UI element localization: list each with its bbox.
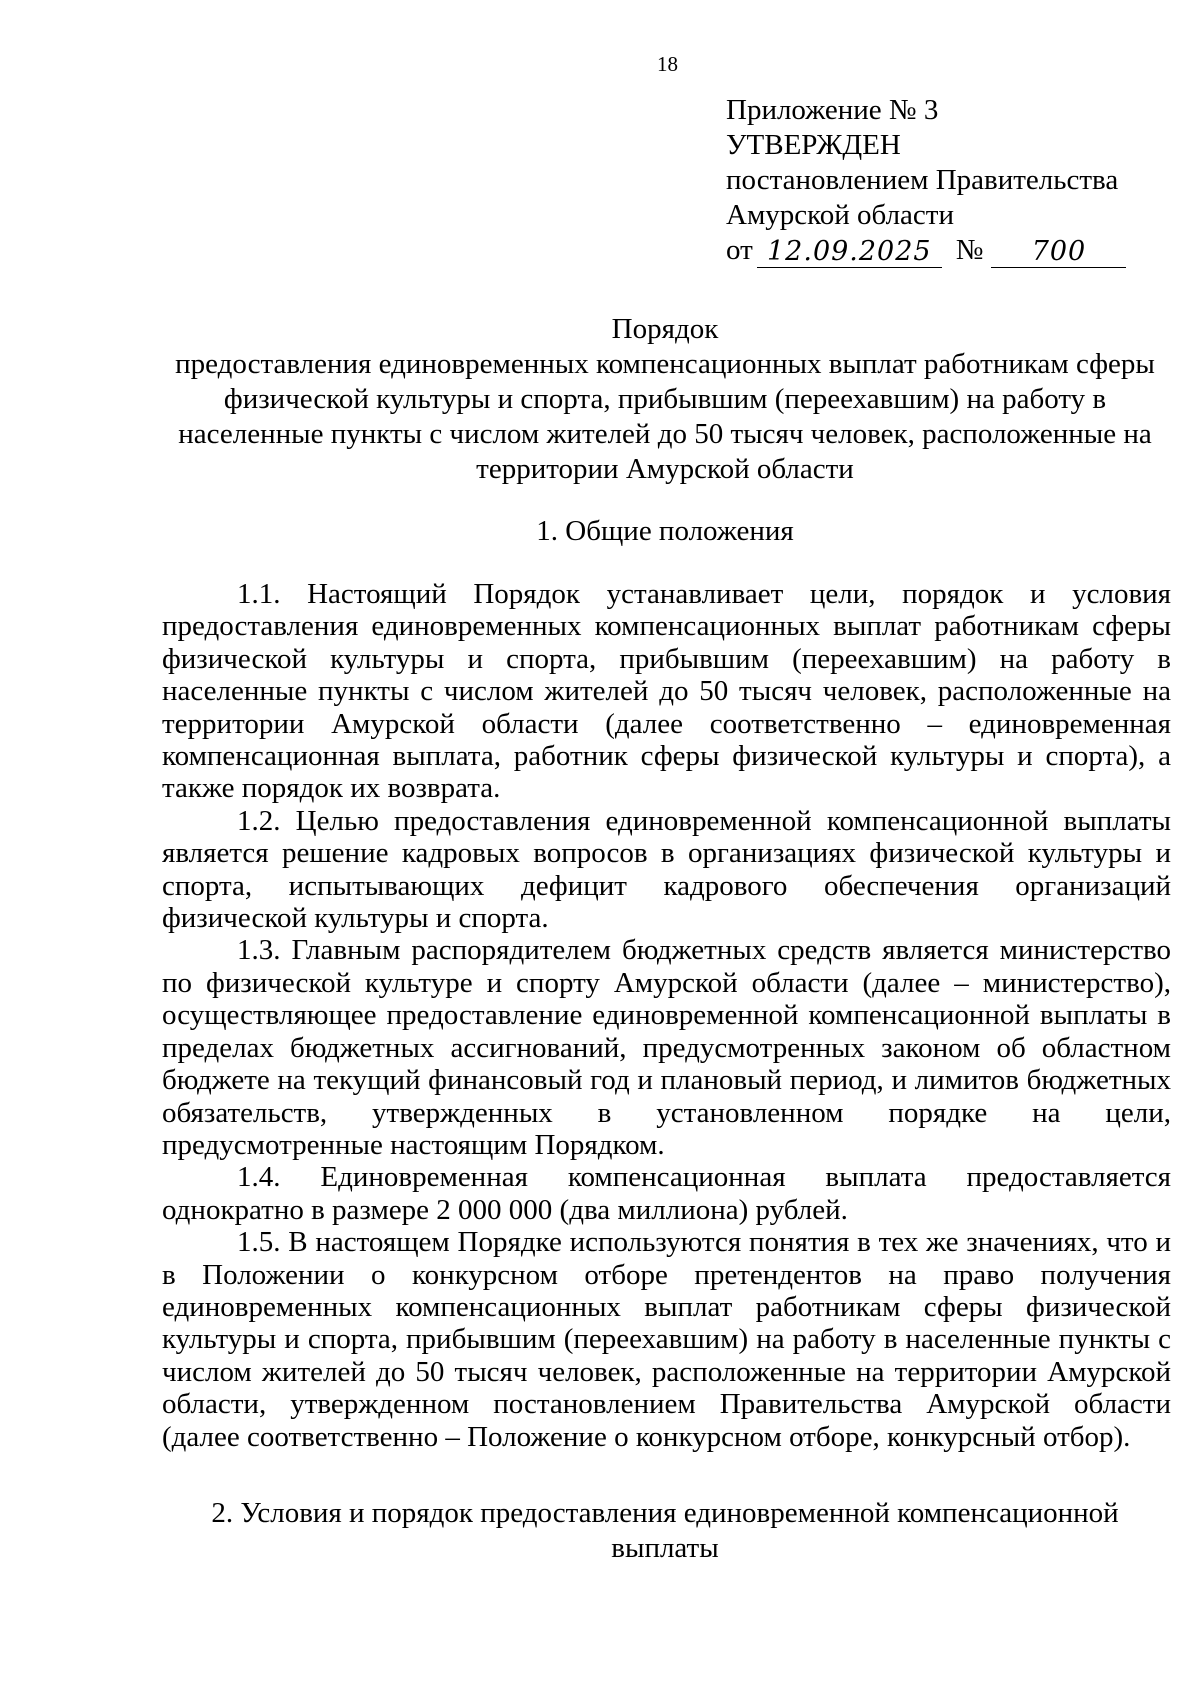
date-prefix: от <box>726 234 753 266</box>
handwritten-date: 12.09.2025 <box>757 237 942 268</box>
title-heading: Порядок <box>611 313 719 345</box>
paragraph-1-1: 1.1. Настоящий Порядок устанавливает цели, порядок и условия предоставления единовременных компенсационных выплат работникам сферы физической культуры и спорта, прибывшим (переехавшим) на работу в населенные пункты с числом жителей до 50 тысяч человек, расположенные на территории Амурской области (далее соответственно – единовременная компенсационная выплата, работник сферы физической культуры и спорта), а также порядок их возврата. <box>162 578 1171 805</box>
page-number: 18 <box>657 52 678 76</box>
document-title <box>160 312 1170 487</box>
paragraph-1-5: 1.5. В настоящем Порядке используются понятия в тех же значениях, что и в Положении о конкурсном отборе претендентов на право получения единовременных компенсационных выплат работникам сферы физической культуры и спорта, прибывшим (переехавшим) на работу в населенные пункты с числом жителей до 50 тысяч человек, расположенные на территории Амурской области, утвержденном постановлением Правительства Амурской области (далее соответственно – Положение о конкурсном отборе, конкурсный отбор). <box>162 1226 1171 1453</box>
title-subtitle: предоставления единовременных компенсационных выплат работникам сферы физической культуры и спорта, прибывшим (переехавшим) на работу в населенные пункты с числом жителей до 50 тысяч человек, расположенные на территории Амурской области <box>175 348 1155 485</box>
paragraph-1-4: 1.4. Единовременная компенсационная выплата предоставляется однократно в размере 2 000 000 (два миллиона) рублей. <box>162 1161 1171 1226</box>
date-number-line <box>726 233 1126 268</box>
approved-by-line: постановлением Правительства <box>726 164 1119 196</box>
approval-stamp <box>726 93 1126 268</box>
paragraph-1-3: 1.3. Главным распорядителем бюджетных средств является министерство по физической культуре и спорту Амурской области (далее – министерство), осуществляющее предоставление единовременной компенсационной выплаты в пределах бюджетных ассигнований, предусмотренных законом об областном бюджете на текущий финансовый год и плановый период, и лимитов бюджетных обязательств, утвержденных в установленном порядке на цели, предусмотренные настоящим Порядком. <box>162 934 1171 1161</box>
number-sign: № <box>955 234 984 266</box>
paragraph-1-2: 1.2. Целью предоставления единовременной компенсационной выплаты является решение кадровых вопросов в организациях физической культуры и спорта, испытывающих дефицит кадрового обеспечения организаций физической культуры и спорта. <box>162 804 1171 935</box>
appendix-label: Приложение № 3 <box>726 94 939 126</box>
section-1-heading: 1. Общие положения <box>536 515 794 547</box>
section-1-body <box>162 578 1171 1453</box>
section-2-heading: 2. Условия и порядок предоставления единовременной компенсационной выплаты <box>211 1497 1119 1564</box>
handwritten-number: 700 <box>991 237 1126 268</box>
approved-label: УТВЕРЖДЕН <box>726 129 901 161</box>
approved-by-region: Амурской области <box>726 199 954 231</box>
